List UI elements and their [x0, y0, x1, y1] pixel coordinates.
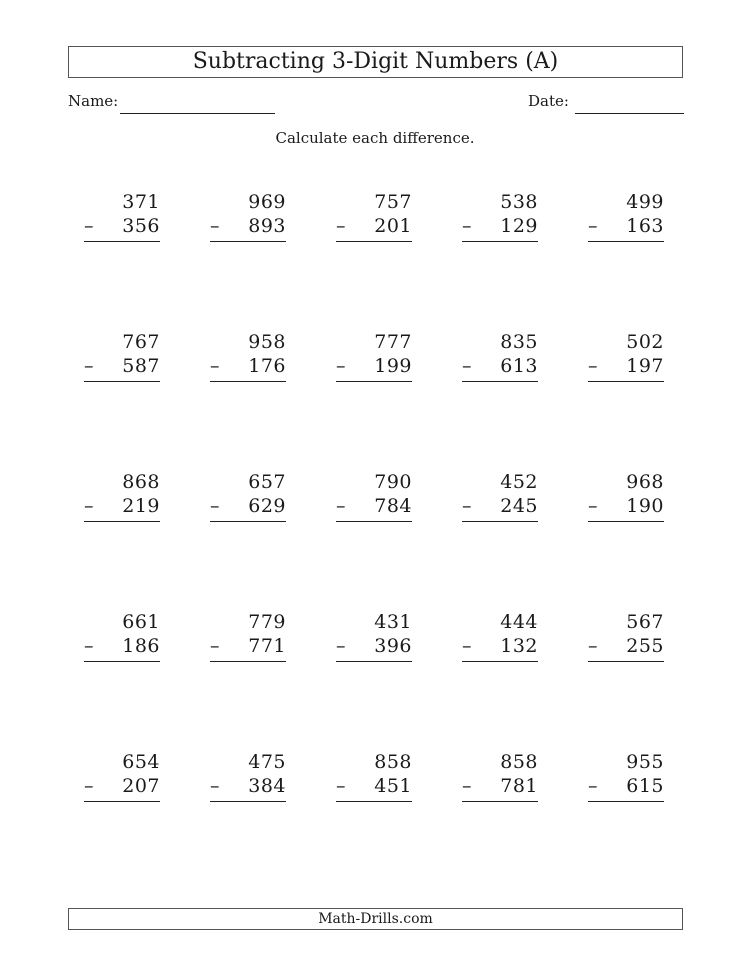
subtraction-problem	[206, 610, 286, 666]
minus-sign: –	[84, 355, 94, 377]
minus-sign: –	[462, 775, 472, 797]
subtrahend: 245	[500, 495, 538, 517]
subtrahend: 629	[248, 495, 286, 517]
subtraction-problem	[80, 750, 160, 806]
minus-sign: –	[84, 635, 94, 657]
answer-line	[588, 801, 664, 802]
subtrahend: 893	[248, 215, 286, 237]
minus-sign: –	[210, 355, 220, 377]
subtrahend: 176	[248, 355, 286, 377]
minus-sign: –	[462, 355, 472, 377]
name-label: Name:	[68, 92, 119, 110]
minuend: 371	[122, 191, 160, 213]
minuend: 955	[626, 751, 664, 773]
answer-line	[462, 801, 538, 802]
answer-line	[588, 381, 664, 382]
subtraction-problem	[584, 750, 664, 806]
answer-line	[336, 521, 412, 522]
answer-line	[210, 381, 286, 382]
subtraction-problem	[80, 470, 160, 526]
minuend: 767	[122, 331, 160, 353]
minus-sign: –	[84, 495, 94, 517]
minuend: 868	[122, 471, 160, 493]
minuend: 757	[374, 191, 412, 213]
minus-sign: –	[84, 775, 94, 797]
subtrahend: 201	[374, 215, 412, 237]
answer-line	[336, 241, 412, 242]
answer-line	[210, 241, 286, 242]
minus-sign: –	[588, 495, 598, 517]
subtraction-problem	[332, 610, 412, 666]
minus-sign: –	[210, 215, 220, 237]
name-field-line[interactable]	[120, 113, 275, 114]
subtrahend: 771	[248, 635, 286, 657]
answer-line	[84, 381, 160, 382]
subtrahend: 384	[248, 775, 286, 797]
answer-line	[210, 661, 286, 662]
subtraction-problem	[458, 610, 538, 666]
subtrahend: 186	[122, 635, 160, 657]
minus-sign: –	[462, 495, 472, 517]
minuend: 431	[374, 611, 412, 633]
minuend: 654	[122, 751, 160, 773]
instructions: Calculate each difference.	[275, 129, 475, 147]
minus-sign: –	[588, 775, 598, 797]
answer-line	[462, 381, 538, 382]
minus-sign: –	[210, 775, 220, 797]
minuend: 790	[374, 471, 412, 493]
answer-line	[336, 381, 412, 382]
subtraction-problem	[80, 610, 160, 666]
minuend: 969	[248, 191, 286, 213]
subtrahend: 190	[626, 495, 664, 517]
minuend: 502	[626, 331, 664, 353]
minuend: 968	[626, 471, 664, 493]
minuend: 958	[248, 331, 286, 353]
subtraction-problem	[80, 190, 160, 246]
answer-line	[210, 801, 286, 802]
subtrahend: 781	[500, 775, 538, 797]
subtrahend: 396	[374, 635, 412, 657]
minuend: 779	[248, 611, 286, 633]
subtraction-problem	[332, 750, 412, 806]
minuend: 835	[500, 331, 538, 353]
subtrahend: 451	[374, 775, 412, 797]
minuend: 538	[500, 191, 538, 213]
answer-line	[588, 661, 664, 662]
minuend: 567	[626, 611, 664, 633]
subtrahend: 199	[374, 355, 412, 377]
minus-sign: –	[84, 215, 94, 237]
minus-sign: –	[462, 215, 472, 237]
answer-line	[84, 661, 160, 662]
date-label: Date:	[528, 92, 569, 110]
minuend: 858	[374, 751, 412, 773]
answer-line	[84, 241, 160, 242]
subtrahend: 207	[122, 775, 160, 797]
subtraction-problem	[584, 330, 664, 386]
subtraction-problem	[332, 330, 412, 386]
subtrahend: 163	[626, 215, 664, 237]
answer-line	[84, 521, 160, 522]
subtrahend: 587	[122, 355, 160, 377]
minuend: 858	[500, 751, 538, 773]
subtraction-problem	[206, 750, 286, 806]
subtraction-problem	[458, 330, 538, 386]
subtrahend: 255	[626, 635, 664, 657]
subtrahend: 356	[122, 215, 160, 237]
subtraction-problem	[206, 190, 286, 246]
minus-sign: –	[462, 635, 472, 657]
answer-line	[588, 241, 664, 242]
minus-sign: –	[588, 215, 598, 237]
subtrahend: 219	[122, 495, 160, 517]
subtraction-problem	[584, 610, 664, 666]
answer-line	[336, 801, 412, 802]
subtrahend: 197	[626, 355, 664, 377]
subtraction-problem	[458, 190, 538, 246]
minus-sign: –	[588, 355, 598, 377]
answer-line	[588, 521, 664, 522]
date-field-line[interactable]	[575, 113, 684, 114]
answer-line	[462, 241, 538, 242]
minus-sign: –	[336, 215, 346, 237]
answer-line	[336, 661, 412, 662]
minus-sign: –	[336, 355, 346, 377]
subtraction-problem	[584, 190, 664, 246]
minus-sign: –	[336, 635, 346, 657]
minus-sign: –	[336, 495, 346, 517]
answer-line	[462, 661, 538, 662]
subtrahend: 615	[626, 775, 664, 797]
minuend: 475	[248, 751, 286, 773]
subtrahend: 784	[374, 495, 412, 517]
minus-sign: –	[588, 635, 598, 657]
subtraction-problem	[332, 470, 412, 526]
minuend: 657	[248, 471, 286, 493]
subtraction-problem	[458, 750, 538, 806]
minus-sign: –	[336, 775, 346, 797]
minuend: 452	[500, 471, 538, 493]
subtraction-problem	[332, 190, 412, 246]
subtraction-problem	[80, 330, 160, 386]
footer: Math-Drills.com	[68, 908, 683, 930]
subtrahend: 132	[500, 635, 538, 657]
minus-sign: –	[210, 495, 220, 517]
subtraction-problem	[584, 470, 664, 526]
answer-line	[84, 801, 160, 802]
answer-line	[462, 521, 538, 522]
minuend: 444	[500, 611, 538, 633]
subtrahend: 129	[500, 215, 538, 237]
minuend: 499	[626, 191, 664, 213]
minuend: 777	[374, 331, 412, 353]
minus-sign: –	[210, 635, 220, 657]
subtraction-problem	[458, 470, 538, 526]
subtraction-problem	[206, 330, 286, 386]
minuend: 661	[122, 611, 160, 633]
subtraction-problem	[206, 470, 286, 526]
answer-line	[210, 521, 286, 522]
subtrahend: 613	[500, 355, 538, 377]
worksheet-title: Subtracting 3-Digit Numbers (A)	[68, 46, 683, 78]
